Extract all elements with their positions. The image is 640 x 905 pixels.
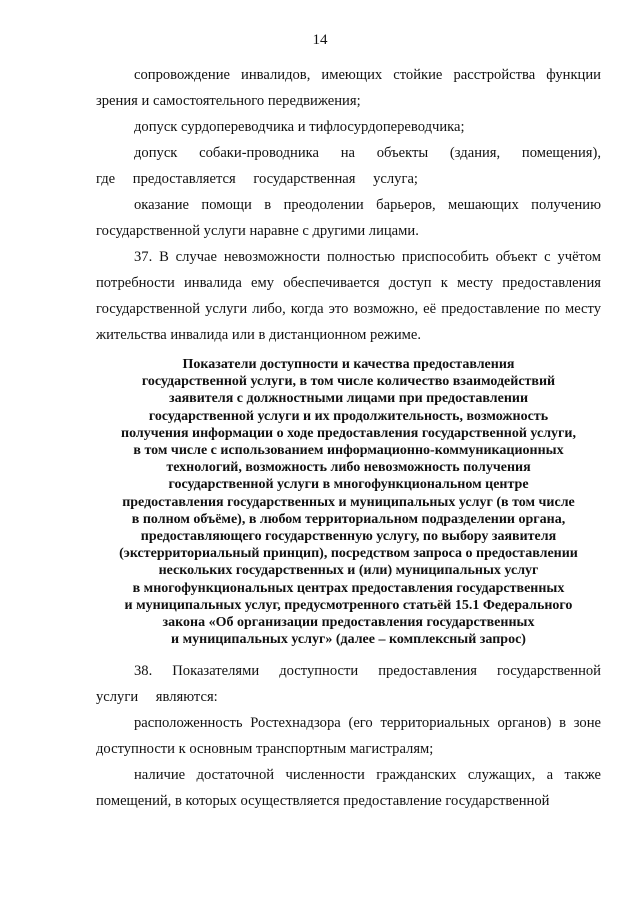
paragraph-staffing: наличие достаточной численности гражданских служащих, а также помещений, в которых осуществляется предоставление государственной — [96, 767, 601, 810]
paragraph-escort: сопровождение инвалидов, имеющих стойкие расстройства функции зрения и самостоятельного передвижения; — [96, 67, 601, 109]
heading-line: и муниципальных услуг, предусмотренного статьёй 15.1 Федерального — [124, 597, 573, 613]
heading-line: заявителя с должностными лицами при предоставлении — [168, 391, 529, 407]
heading-line: (экстерриториальный принцип), посредством запроса о предоставлении — [119, 546, 578, 562]
heading-line: государственной услуги и их продолжительность, возможность — [148, 408, 549, 424]
paragraph-location: расположенность Ростехнадзора (его территориальных органов) в зоне доступности к основным транспортным магистралям; — [96, 715, 601, 758]
heading-line: технологий, возможность либо невозможность получения — [166, 460, 531, 476]
heading-line: Показатели доступности и качества предоставления — [182, 357, 515, 372]
heading-line: и муниципальных услуг» (далее – комплексный запрос) — [171, 632, 526, 648]
paragraph-barrier-help: оказание помощи в преодолении барьеров, мешающих получению государственной услуги наравне с другими лицами. — [96, 197, 601, 239]
heading-line: предоставления государственных и муниципальных услуг (в том числе — [122, 494, 575, 510]
paragraph-38: 38. Показателями доступности предоставления государственной услуги являются: — [96, 663, 601, 706]
paragraph-sign-interpreter: допуск сурдопереводчика и тифлосурдопереводчика; — [134, 119, 465, 135]
document-body — [96, 62, 601, 814]
heading-line: нескольких государственных и (или) муниципальных услуг — [158, 563, 539, 579]
paragraph-37: 37. В случае невозможности полностью приспособить объект с учётом потребности инвалида ему обеспечивается доступ к месту предоставления государственной услуги либо, когда это возможно, её предоставление по месту жительства инвалида или в дистанционном режиме. — [96, 249, 601, 343]
heading-line: предоставляющего государственную услугу, по выбору заявителя — [140, 529, 557, 545]
heading-line: в многофункциональных центрах предоставления государственных — [132, 580, 565, 596]
heading-line: государственной услуги, в том числе количество взаимодействий — [141, 374, 556, 390]
heading-line: в полном объёме), в любом территориальном подразделении органа, — [131, 511, 566, 527]
heading-line: закона «Об организации предоставления государственных — [162, 615, 535, 631]
heading-line: в том числе с использованием информационно-коммуникационных — [133, 443, 564, 459]
section-heading — [90, 356, 607, 648]
paragraph-guide-dog: допуск собаки-проводника на объекты (здания, помещения), где предоставляется государственная услуга; — [96, 145, 601, 187]
heading-line: государственной услуги в многофункциональном центре — [168, 477, 529, 493]
page-number: 14 — [312, 32, 328, 48]
heading-line: получения информации о ходе предоставления государственной услуги, — [121, 425, 576, 441]
